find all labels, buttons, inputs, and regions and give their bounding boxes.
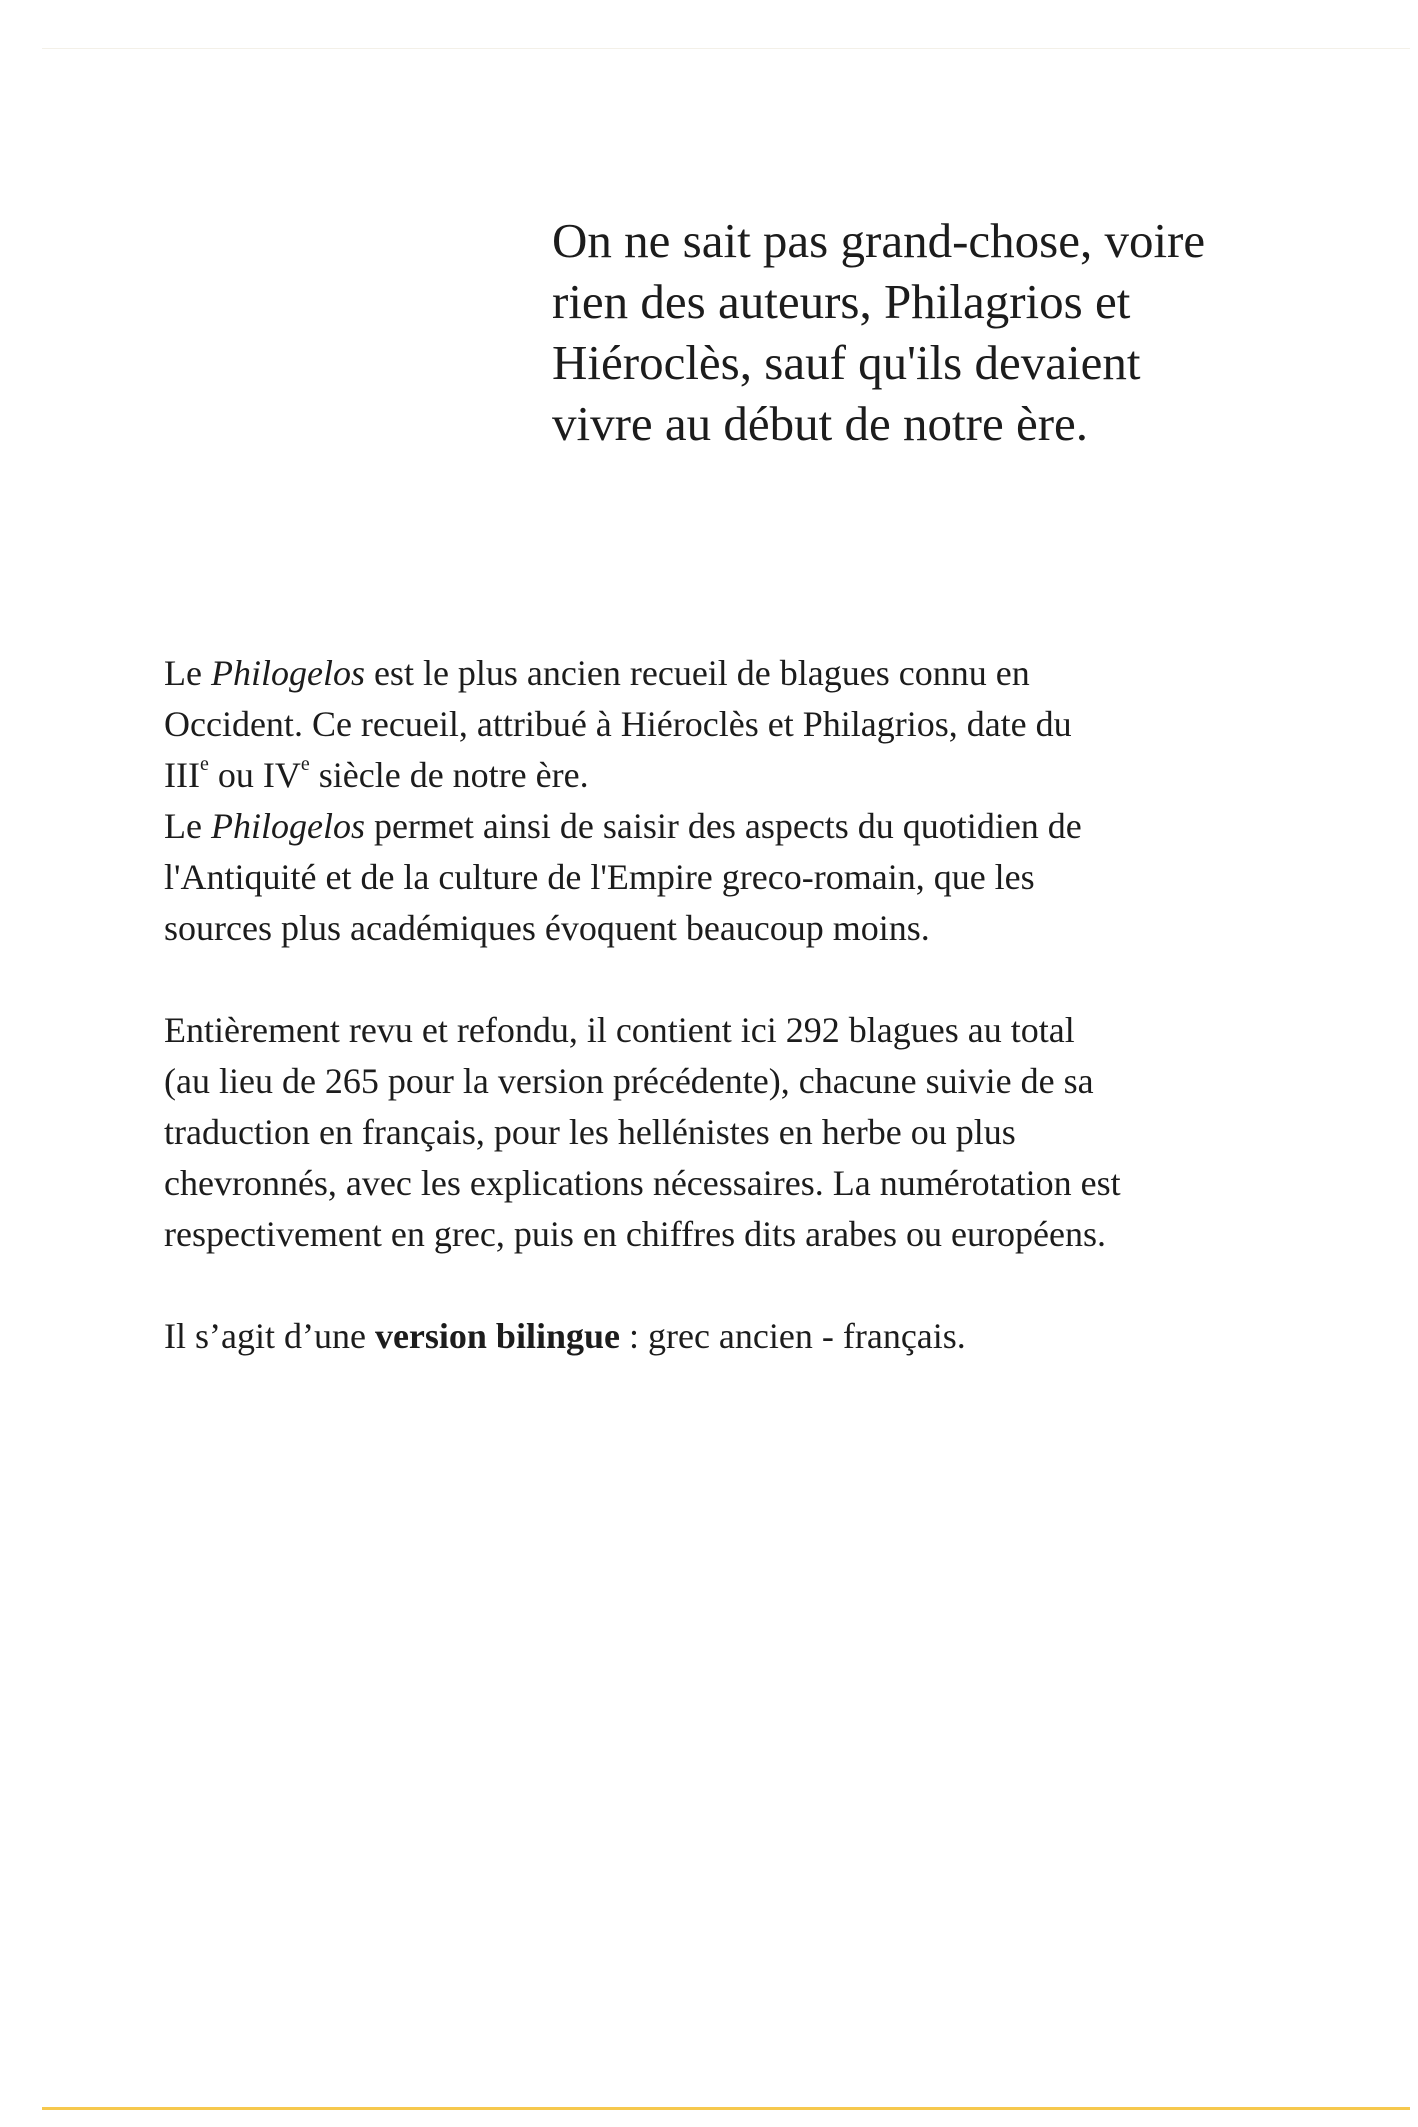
text-fragment: permet ainsi de saisir des aspects du quotidien de	[364, 806, 1082, 846]
edition-line: Entièrement revu et refondu, il contient ici 292 blagues au total	[164, 1010, 1075, 1050]
text-fragment: ou IV	[208, 755, 301, 795]
edition-line: chevronnés, avec les explications nécessaires. La numérotation est	[164, 1163, 1121, 1203]
description-body	[164, 648, 1344, 1362]
book-title-italic: Philogelos	[210, 806, 365, 846]
edition-line: traduction en français, pour les hellénistes en herbe ou plus	[164, 1112, 1016, 1152]
text-fragment: III	[164, 755, 200, 795]
paragraph-gap	[164, 954, 1344, 1005]
superscript: e	[300, 753, 310, 775]
intro-line: Occident. Ce recueil, attribué à Hiéroclès et Philagrios, date du	[164, 704, 1072, 744]
bilingual-line	[164, 1311, 1344, 1362]
top-divider	[42, 48, 1410, 49]
edition-line: (au lieu de 265 pour la version précédente), chacune suivie de sa	[164, 1061, 1094, 1101]
text-fragment: Il s’agit d’une	[164, 1316, 375, 1356]
book-title-italic: Philogelos	[210, 653, 365, 693]
edition-paragraph	[164, 1005, 1344, 1260]
bilingual-emphasis: version bilingue	[374, 1316, 620, 1356]
pull-quote	[552, 210, 1352, 454]
pull-quote-line: Hiéroclès, sauf qu'ils devaient	[552, 335, 1141, 390]
text-fragment: Le	[164, 653, 211, 693]
superscript: e	[199, 753, 209, 775]
pull-quote-line: vivre au début de notre ère.	[552, 396, 1089, 451]
text-fragment: Le	[164, 806, 211, 846]
text-fragment: est le plus ancien recueil de blagues connu en	[364, 653, 1030, 693]
bilingual-paragraph	[164, 1311, 1344, 1362]
edition-line: respectivement en grec, puis en chiffres dits arabes ou européens.	[164, 1214, 1106, 1254]
intro-line	[164, 750, 1344, 801]
intro-paragraph	[164, 648, 1344, 954]
intro-line	[164, 648, 1344, 699]
pull-quote-line: On ne sait pas grand-chose, voire	[552, 213, 1206, 268]
paragraph-gap	[164, 1260, 1344, 1311]
pull-quote-line: rien des auteurs, Philagrios et	[552, 274, 1131, 329]
intro-line: sources plus académiques évoquent beaucoup moins.	[164, 908, 930, 948]
intro-line: l'Antiquité et de la culture de l'Empire greco-romain, que les	[164, 857, 1035, 897]
intro-line	[164, 801, 1344, 852]
text-fragment: siècle de notre ère.	[309, 755, 589, 795]
bottom-accent-divider	[42, 2107, 1410, 2110]
text-fragment: : grec ancien - français.	[619, 1316, 966, 1356]
